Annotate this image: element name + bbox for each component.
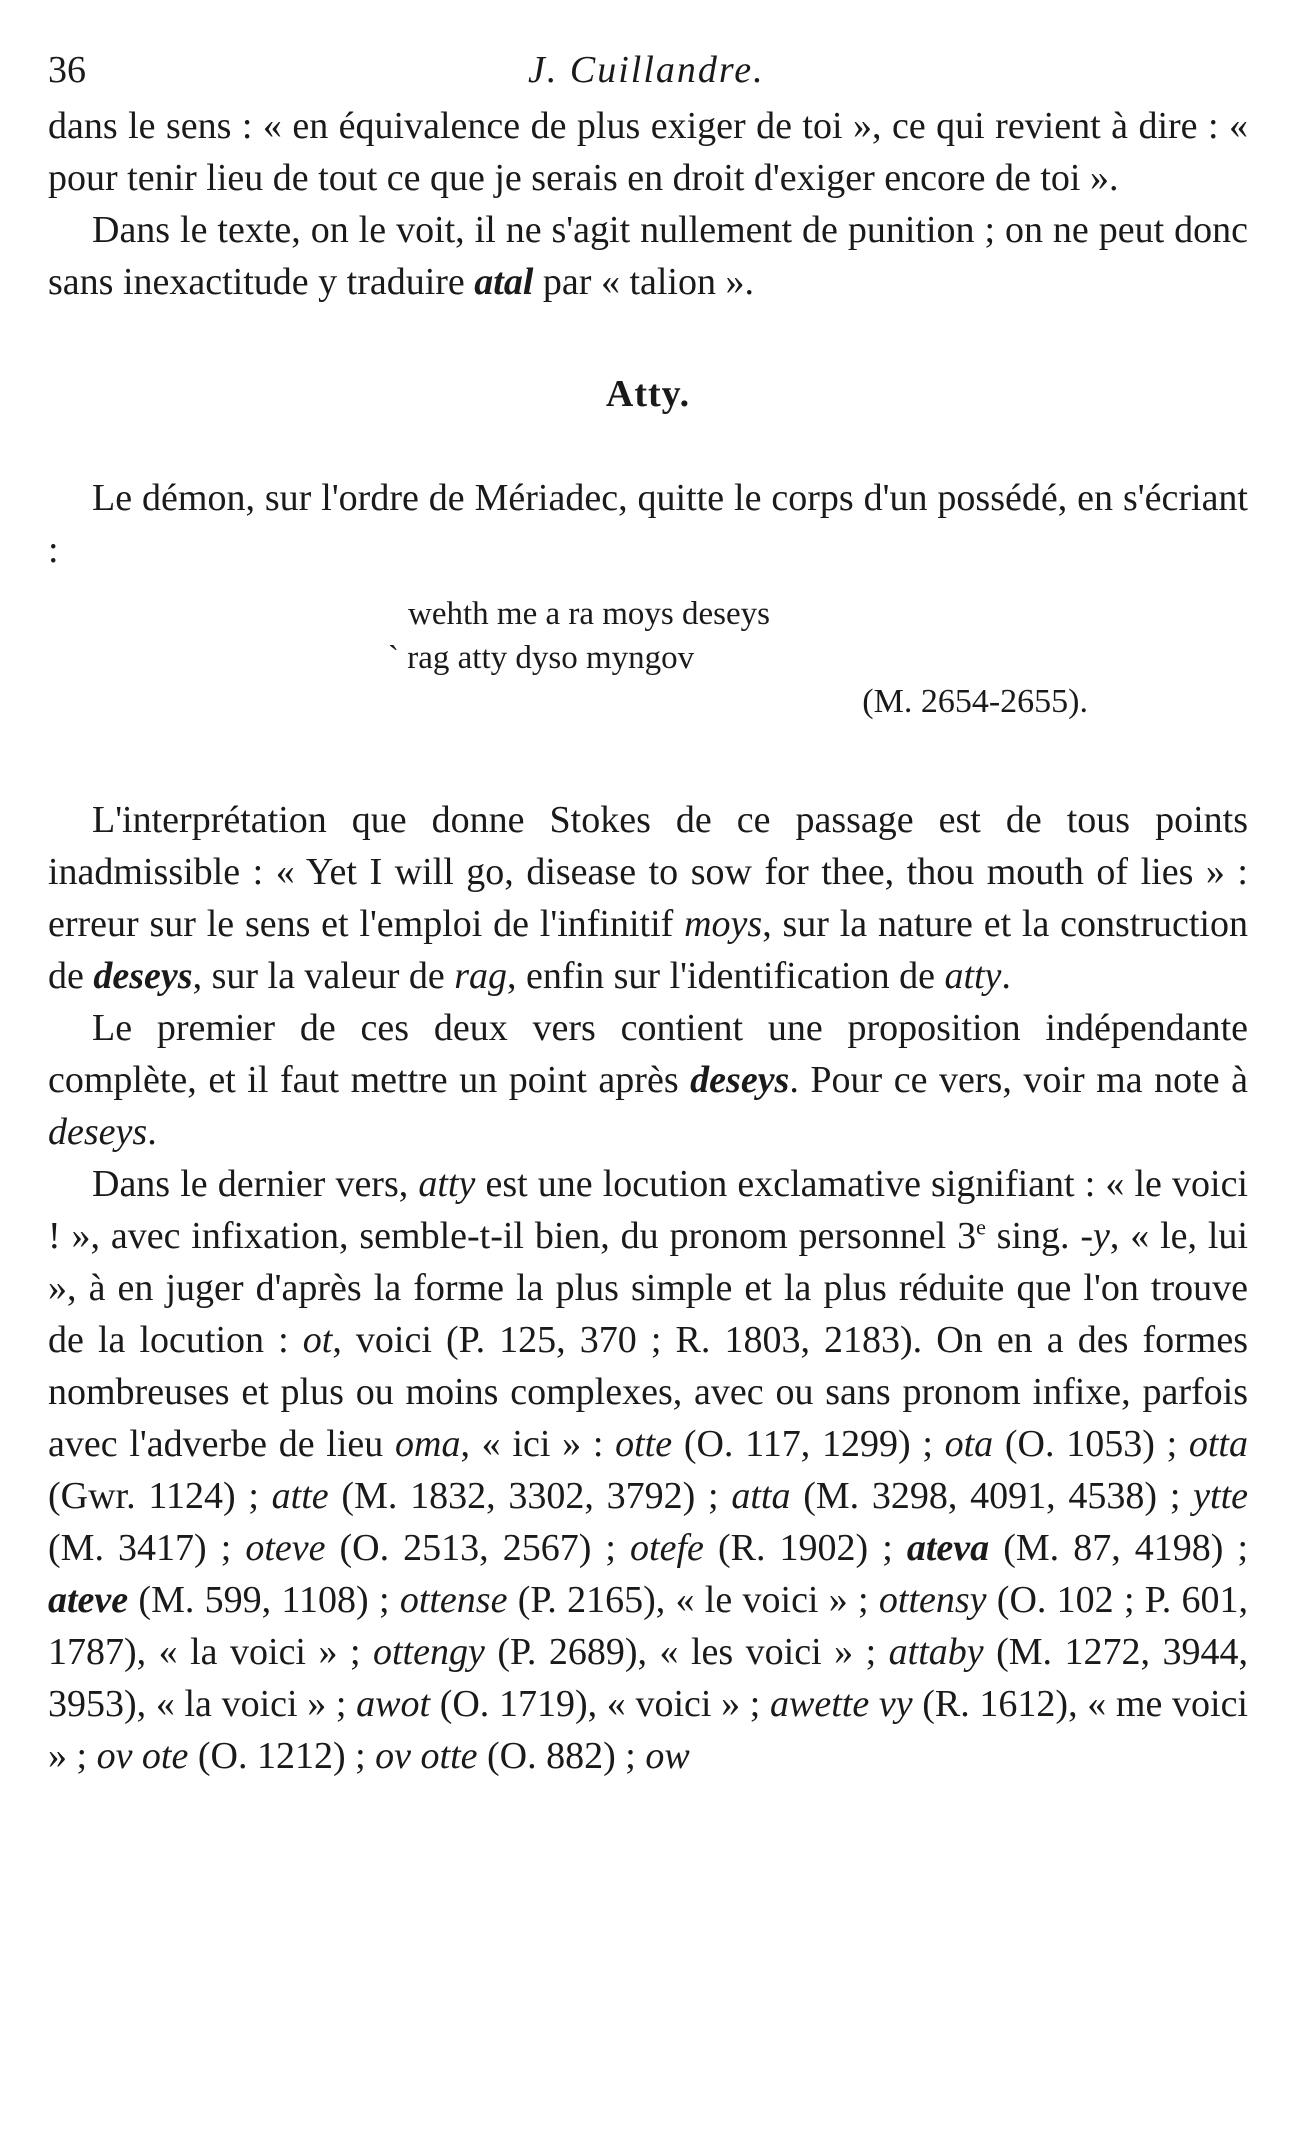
term-rag: rag [454,955,508,997]
page-number: 36 [48,49,86,91]
text-span: (M. 599, 1108) ; [128,1579,400,1621]
text-span: (P. 2165), « le voici » ; [507,1579,879,1621]
text-span: (Gwr. 1124) ; [48,1475,272,1517]
term-atty: atty [944,955,1002,997]
paragraph-punition [48,204,1248,308]
text-span: (R. 1902) ; [703,1527,907,1569]
text-span: Le premier de ces deux vers contient une proposition indépendante complète, et il faut mettre un point après [48,1007,1248,1101]
term: ow [645,1735,690,1777]
term-deseys: deseys [48,1111,148,1153]
page-header [48,40,1248,100]
text-span: , sur la valeur de [192,955,455,997]
text-span: (O. 1719), « voici » ; [430,1683,770,1725]
verse-quote [48,592,1248,724]
text-span: sing. [985,1215,1081,1257]
text-span: , enfin sur l'identification de [507,955,945,997]
text-span: (P. 2689), « les voici » ; [484,1631,889,1673]
term: ottense [399,1579,508,1621]
term: attaby [888,1631,984,1673]
term-deseys: deseys [93,955,193,997]
term: ottengy [372,1631,485,1673]
text-span: , « ici » : [460,1423,616,1465]
text-span: . [1001,955,1011,997]
term: oma [395,1423,461,1465]
text-span: (O. 882) ; [477,1735,646,1777]
text-span: , voici (P. 125, 370 ; R. 1803, 2183). On en a des formes nombreuses et plus ou moins complexes, avec ou sans pronom infixe, parfois avec l'adverbe de lieu [48,1319,1248,1465]
verse-line-2: ˋ rag atty dyso myngov [388,636,1248,680]
term: otefe [630,1527,704,1569]
text-span: , sur la nature et la construction de [48,903,1248,997]
text-span: L'interprétation que donne Stokes de ce passage est de tous points inadmissible : « Yet I will go, disease to sow for thee, thou mouth of lies » : erreur sur le sens et l'emploi de l'infinitif [48,799,1248,945]
verse-line-1: wehth me a ra moys deseys [408,596,770,632]
term: atty [418,1163,476,1205]
paragraph-continued: dans le sens : « en équivalence de plus exiger de toi », ce qui revient à dire : « pour tenir lieu de tout ce que je serais en droit d'exiger encore de toi ». [48,105,1248,199]
verse-reference: (M. 2654-2655). [862,683,1088,720]
text-span: (M. 1272, 3944, 3953), « la voici » ; [48,1631,1248,1725]
paragraph-premier [48,1002,1248,1158]
text-span: (O. 117, 1299) ; [672,1423,945,1465]
term: ov ote [96,1735,189,1777]
text-span: (O. 1212) ; [188,1735,376,1777]
text-span: (R. 1612), « me voici » ; [48,1683,1248,1777]
term: ateve [48,1579,129,1621]
text-span: Dans le texte, on le voit, il ne s'agit nullement de punition ; on ne peut donc sans inexactitude y traduire [48,209,1248,303]
term: ot [302,1319,333,1361]
text-span: Dans le dernier vers, [92,1163,419,1205]
text-span: , « le, lui », à en juger d'après la forme la plus simple et la plus réduite que l'on trouve de la locution : [48,1215,1248,1361]
text-span: (O. 1053) ; [993,1423,1189,1465]
term: otte [615,1423,673,1465]
term-deseys: deseys [690,1059,790,1101]
text-span: (O. 102 ; P. 601, 1787), « la voici » ; [48,1579,1249,1673]
term: ottensy [878,1579,987,1621]
term: ateva [906,1527,990,1569]
book-page [48,40,1248,1782]
text-span: (M. 1832, 3302, 3792) ; [328,1475,732,1517]
paragraph-stokes [48,794,1248,1002]
term: atta [731,1475,791,1517]
term: otta [1188,1423,1248,1465]
term: ytte [1193,1475,1249,1517]
text-span: (M. 3298, 4091, 4538) ; [790,1475,1194,1517]
term: ota [944,1423,994,1465]
running-title: J. Cuillandre. [528,49,765,91]
term: atte [271,1475,329,1517]
section-heading: Atty. [605,373,691,415]
text-span: (O. 2513, 2567) ; [325,1527,631,1569]
term-moys: moys [684,903,763,945]
term: -y [1080,1215,1110,1257]
term: oteve [245,1527,326,1569]
term: awot [356,1683,431,1725]
superscript: e [976,1214,986,1240]
term: ov otte [375,1735,478,1777]
text-span: . Pour ce vers, voir ma note à [789,1059,1248,1101]
paragraph-dernier [48,1158,1248,1782]
text-span: . [147,1111,157,1153]
paragraph-intro: Le démon, sur l'ordre de Mériadec, quitte le corps d'un possédé, en s'écriant : [48,477,1248,571]
text-span: par « talion ». [533,261,754,303]
term-atal: atal [474,261,534,303]
text-span: (M. 87, 4198) ; [989,1527,1249,1569]
text-span: est une locution exclamative signifiant : « le voici ! », avec infixation, semble-t-il bien, du pronom personnel 3 [48,1163,1248,1257]
term: awette vy [770,1683,913,1725]
text-span: (M. 3417) ; [48,1527,246,1569]
